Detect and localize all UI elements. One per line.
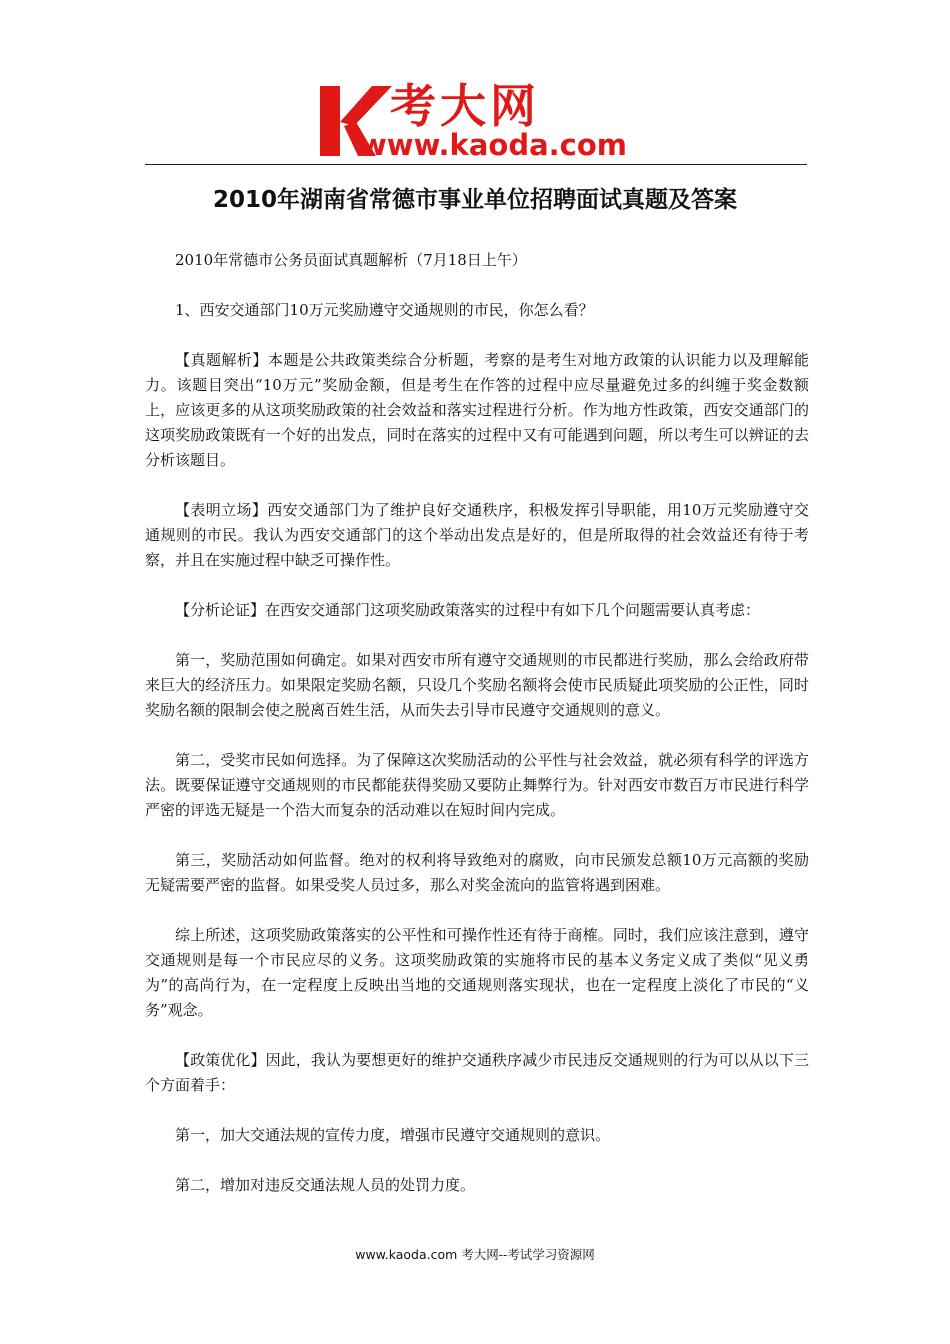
paragraph: 【政策优化】因此，我认为要想更好的维护交通秩序减少市民违反交通规则的行为可以从以下三个方面着手：: [145, 1051, 809, 1094]
logo-chinese-name: 考大网: [390, 79, 540, 133]
footer-url-link[interactable]: www.kaoda.com: [355, 1247, 458, 1262]
paragraph: 第一，奖励范围如何确定。如果对西安市所有遵守交通规则的市民都进行奖励，那么会给政府带来巨大的经济压力。如果限定奖励名额，只设几个奖励名额将会使市民质疑此项奖励的公正性，同时奖励名额的限制会使之脱离百姓生活，从而失去引导市民遵守交通规则的意义。: [145, 651, 809, 719]
document-title: 2010年湖南省常德市事业单位招聘面试真题及答案: [212, 187, 737, 213]
page-footer: [0, 1246, 950, 1264]
paragraph: 第二，受奖市民如何选择。为了保障这次奖励活动的公平性与社会效益，就必须有科学的评选方法。既要保证遵守交通规则的市民都能获得奖励又要防止舞弊行为。针对西安市数百万市民进行科学严密的评选无疑是一个浩大而复杂的活动难以在短时间内完成。: [145, 751, 809, 819]
paragraph: 【真题解析】本题是公共政策类综合分析题，考察的是考生对地方政策的认识能力以及理解能力。该题目突出“10万元”奖励金额，但是考生在作答的过程中应尽量避免过多的纠缠于奖金数额上，应该更多的从这项奖励政策的社会效益和落实过程进行分析。作为地方性政策，西安交通部门的这项奖励政策既有一个好的出发点，同时在落实的过程中又有可能遇到问题，所以考生可以辨证的去分析该题目。: [145, 351, 809, 469]
paragraph: 综上所述，这项奖励政策落实的公平性和可操作性还有待于商榷。同时，我们应该注意到，遵守交通规则是每一个市民应尽的义务。这项奖励政策的实施将市民的基本义务定义成了类似“见义勇为”的高尚行为，在一定程度上反映出当地的交通规则落实现状，也在一定程度上淡化了市民的“义务”观念。: [145, 926, 809, 1019]
site-logo: [318, 78, 648, 162]
paragraph: 1、西安交通部门10万元奖励遵守交通规则的市民，你怎么看？: [175, 301, 594, 319]
paragraph: 2010年常德市公务员面试真题解析（7月18日上午）: [175, 251, 527, 269]
document-body: [145, 248, 809, 1223]
footer-text: 考大网--考试学习资源网: [457, 1247, 595, 1262]
logo-url: www.kaoda.com: [360, 128, 627, 162]
header-divider: [145, 164, 807, 165]
paragraph: 【分析论证】在西安交通部门这项奖励政策落实的过程中有如下几个问题需要认真考虑：: [175, 601, 761, 619]
paragraph: 第三，奖励活动如何监督。绝对的权利将导致绝对的腐败，向市民颁发总额10万元高额的奖励无疑需要严密的监督。如果受奖人员过多，那么对奖金流向的监管将遇到困难。: [145, 851, 809, 894]
paragraph: 第一，加大交通法规的宣传力度，增强市民遵守交通规则的意识。: [175, 1126, 611, 1144]
paragraph: 【表明立场】西安交通部门为了维护良好交通秩序，积极发挥引导职能，用10万元奖励遵守交通规则的市民。我认为西安交通部门的这个举动出发点是好的，但是所取得的社会效益还有待于考察，并且在实施过程中缺乏可操作性。: [145, 501, 809, 569]
paragraph: 第二，增加对违反交通法规人员的处罚力度。: [175, 1176, 476, 1194]
